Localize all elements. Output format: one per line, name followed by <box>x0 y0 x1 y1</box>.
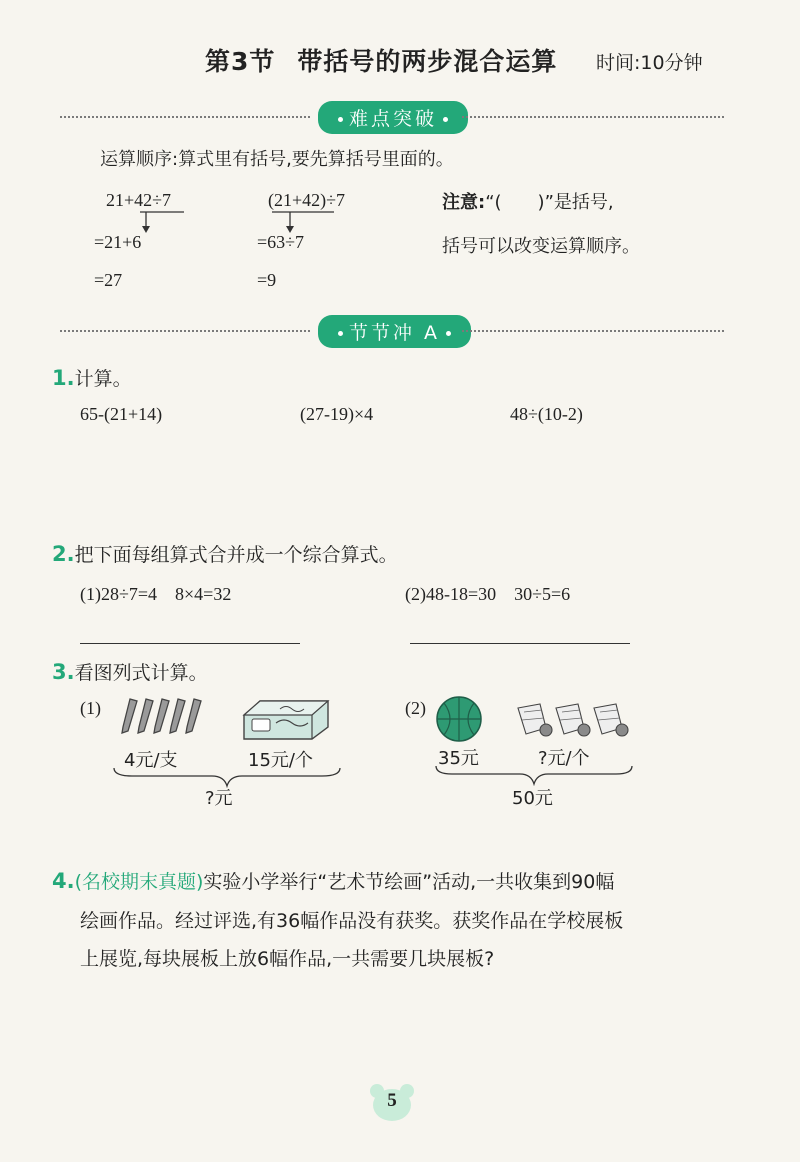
section-badge-difficulty <box>318 101 468 134</box>
example1-line3: =27 <box>94 270 123 290</box>
divider <box>462 330 724 332</box>
q3-p1-price-pencil: 4元/支 <box>124 750 178 771</box>
question-2 <box>52 540 398 567</box>
q2-group-2: (2)48-18=30 30÷5=6 <box>405 584 571 604</box>
page-title <box>205 42 557 78</box>
question-text-line1: 实验小学举行“艺术节绘画”活动,一共收集到90幅 <box>203 871 615 893</box>
answer-line-1 <box>80 643 300 644</box>
section-badge-practice <box>318 315 471 348</box>
divider <box>60 330 310 332</box>
question-4 <box>52 867 614 894</box>
q3-p1-price-case: 15元/个 <box>248 750 313 771</box>
brace-icon <box>434 764 634 786</box>
rule-text: 运算顺序:算式里有括号,要先算括号里面的。 <box>100 149 454 170</box>
dot-icon <box>338 331 343 336</box>
section-badge-label: 难点突破 <box>349 108 438 130</box>
pencil-case-icon <box>240 697 332 743</box>
question-1 <box>52 364 132 391</box>
q3-p2-price-ball: 35元 <box>438 748 479 769</box>
question-number: 4. <box>52 869 75 893</box>
q1-item-1: 65-(21+14) <box>80 404 163 424</box>
example2-line1: (21+42)÷7 <box>268 190 346 210</box>
shuttlecocks-icon <box>516 700 636 740</box>
divider <box>462 116 724 118</box>
note-text-2: 括号可以改变运算顺序。 <box>442 236 640 257</box>
question-text-line3: 上展览,每块展板上放6幅作品,一共需要几块展板? <box>80 948 495 970</box>
example1-line1: 21+42÷7 <box>106 190 172 210</box>
example2-line3: =9 <box>257 270 277 290</box>
question-text-line2: 绘画作品。经过评选,有36幅作品没有获奖。获奖作品在学校展板 <box>80 910 624 932</box>
pencils-icon <box>118 695 208 741</box>
dot-icon <box>338 117 343 122</box>
q3-part1-label: (1) <box>80 698 101 718</box>
question-text: 计算。 <box>74 368 132 390</box>
dot-icon <box>443 117 448 122</box>
basketball-icon <box>434 694 484 744</box>
q3-p2-total: 50元 <box>512 788 553 809</box>
divider <box>60 116 310 118</box>
answer-line-2 <box>410 643 630 644</box>
question-text: 把下面每组算式合并成一个综合算式。 <box>74 544 398 566</box>
question-number: 2. <box>52 542 75 566</box>
question-number: 1. <box>52 366 75 390</box>
dot-icon <box>446 331 451 336</box>
question-tag: (名校期末真题) <box>74 871 204 893</box>
note <box>442 188 614 214</box>
q1-item-2: (27-19)×4 <box>300 404 374 424</box>
q2-group-1: (1)28÷7=4 8×4=32 <box>80 584 232 604</box>
note-label: 注意: <box>442 192 486 213</box>
example1-line2: =21+6 <box>94 232 142 252</box>
q3-part2-label: (2) <box>405 698 426 718</box>
section-badge-label: 节节冲 A <box>349 322 441 344</box>
time-limit: 时间:10分钟 <box>596 52 703 74</box>
question-3 <box>52 658 208 685</box>
page-number: 5 <box>387 1090 397 1111</box>
q1-item-3: 48÷(10-2) <box>510 404 583 424</box>
question-text: 看图列式计算。 <box>74 662 208 684</box>
q3-p2-price-shuttle: ?元/个 <box>538 748 590 769</box>
example2-line2: =63÷7 <box>257 232 305 252</box>
note-text: “( )”是括号, <box>485 192 614 213</box>
q3-p1-total: ?元 <box>205 788 233 809</box>
question-number: 3. <box>52 660 75 684</box>
section-number: 第3节 <box>205 47 276 76</box>
section-title: 带括号的两步混合运算 <box>297 47 558 76</box>
